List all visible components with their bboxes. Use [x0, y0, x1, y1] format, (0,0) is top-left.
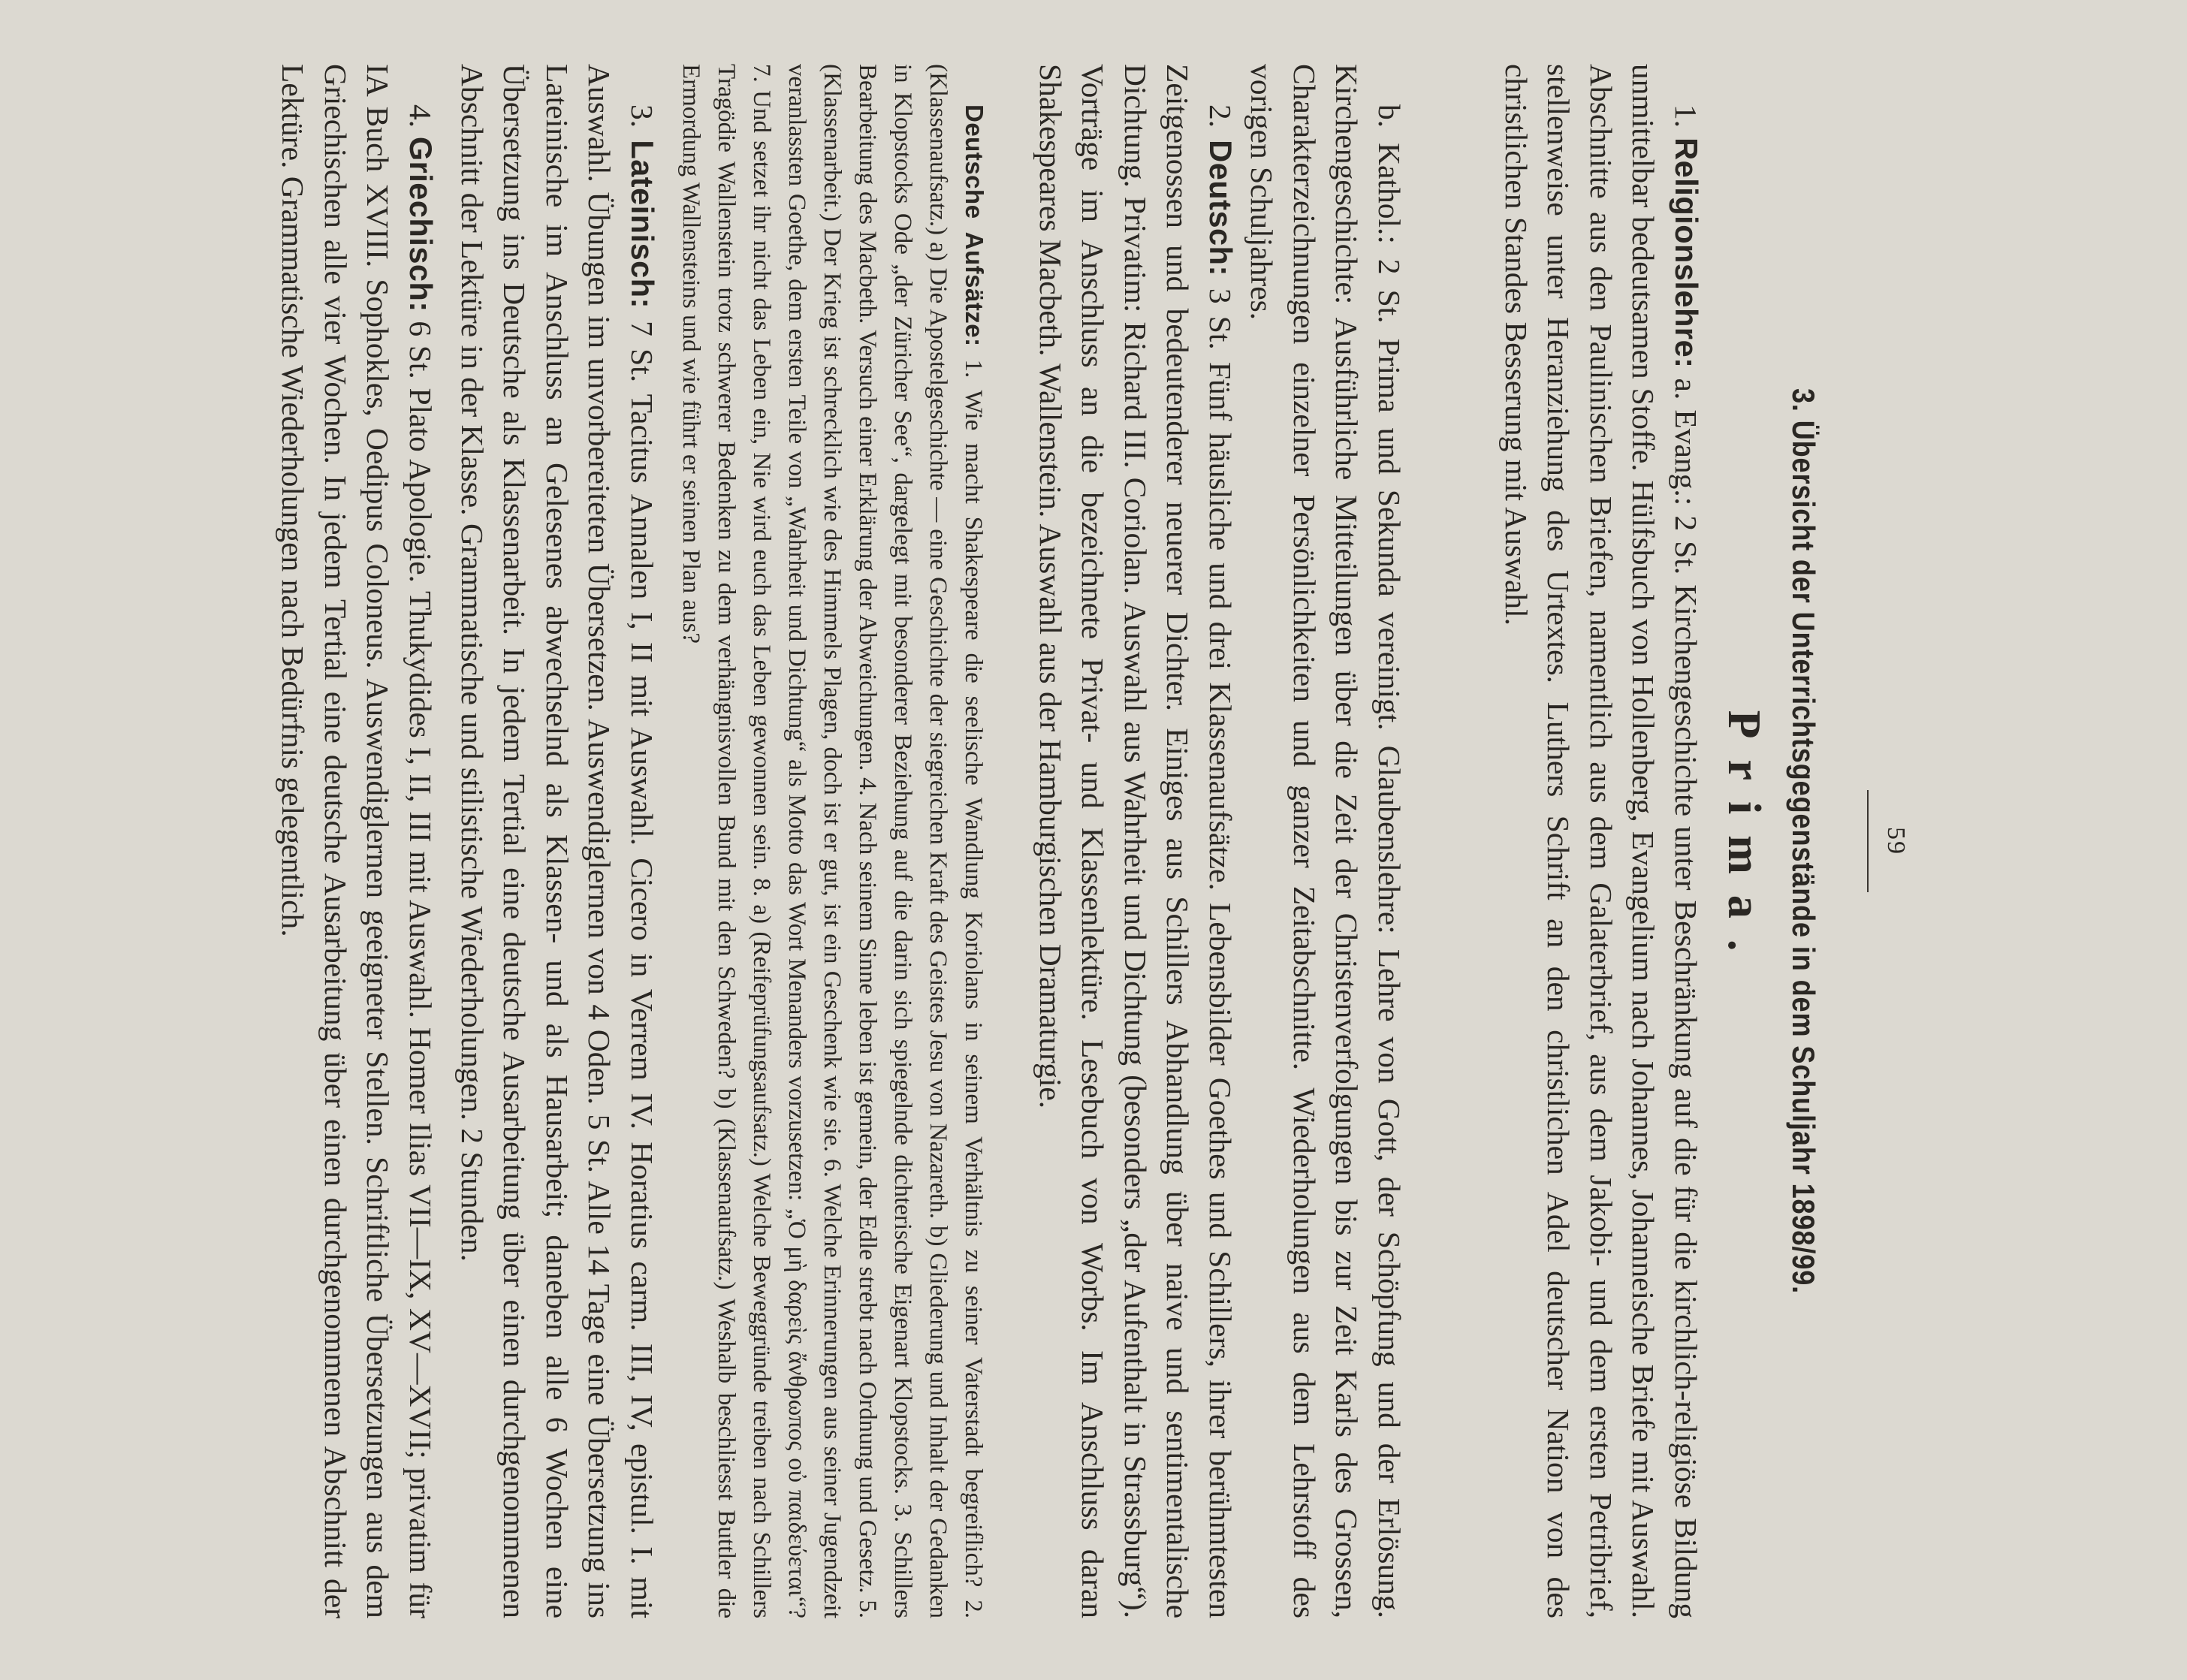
latein-text: 7 St. Tacitus Annalen I, II mit Auswahl. Cicero in Verrem IV. Horatius carm. III, IV, epistul. I. mit Auswahl. Übungen im unvorbereiteten Übersetzen. Auswendiglernen von 4 Oden. 5 St. Alle 14 Tage eine Übersetzung ins Lateinische im Anschluss an Gelesenes abwechselnd als Klassen- und als Hausarbeit; daneben alle 6 Wochen eine Übersetzung ins Deutsche als Klassenarbeit. In jedem Tertial eine deutsche Ausarbeitung über einen durchgenommenen Abschnitt der Lektüre in der Klasse. Grammatische und stilistische Wiederholungen. 2 Stunden. [455, 64, 659, 1619]
griechisch-number: 4. [403, 104, 438, 128]
deutsch-number: 2. [1203, 104, 1238, 128]
griechisch-paragraph [272, 64, 442, 1618]
religion-heading: Religionslehre: [1669, 137, 1704, 369]
religion-text: a. Evang.: 2 St. Kirchengeschichte unter Beschränkung auf die für die kirchlich-religiöse Bildung unmittelbar bedeutsamen Stoffe. Hülfsbuch von Hollenberg, Evangelium nach Johannes, Johanneische Briefe mit Auswahl. Abschnitte aus den Paulinischen Briefen, namentlich aus dem Galaterbrief, aus dem Jakobi- und dem ersten Petribrief, stellenweise unter Heranziehung des Urtextes. Luthers Schrift an den christlichen Adel deutscher Nation von des christlichen Standes Besserung mit Auswahl. [1499, 64, 1703, 1619]
aufsaetze-heading: Deutsche Aufsätze: [961, 104, 988, 347]
header-rule [1867, 790, 1869, 892]
section-title: 3. Übersicht der Unterrichtsgegenstände in dem Schuljahr 1898/99. [1786, 388, 1821, 1295]
deutsch-text: 3 St. Fünf häusliche und drei Klassenaufsätze. Lebensbilder Goethes und Schillers, ihrer berühmtesten Zeitgenossen und bedeutenderer neuerer Dichter. Einiges aus Schillers Abhandlung über naive und sentimentalische Dichtung. Privatim: Richard III. Coriolan. Auswahl aus Wahrheit und Dichtung (besonders „der Aufenthalt in Strassburg“). Vorträge im Anschluss an die bezeichnete Privat- und Klassenlektüre. Lesebuch von Worbs. Im Anschluss daran Shakespeares Macbeth. Wallenstein. Auswahl aus der Hamburgischen Dramaturgie. [1033, 64, 1238, 1619]
latein-number: 3. [625, 104, 659, 128]
aufsaetze-text: 1. Wie macht Shakespeare die seelische Wandlung Koriolans in seinem Verhältnis zu seiner Vaterstadt begreiflich? 2. (Klassenaufsatz.) a) Die Apostelgeschichte — eine Geschichte der siegreichen Kraft des Geistes Jesu von Nazareth. b) Gliederung und Inhalt der Gedanken in Klopstocks Ode „der Züricher See“, dargelegt mit besonderer Beziehung auf die darin sich spiegelnde dichterische Eigenart Klopstocks. 3. Schillers Bearbeitung des Macbeth. Versuch einer Erklärung der Abweichungen. 4. Nach seinem Sinne leben ist gemein, der Edle strebt nach Ordnung und Gesetz. 5. (Klassenarbeit.) Der Krieg ist schrecklich wie des Himmels Plagen, doch ist er gut, ist ein Geschenk wie sie. 6. Welche Erinnerungen aus seiner Jugendzeit veranlassten Goethe, dem ersten Teile von „Wahrheit und Dichtung“ als Motto das Wort Menanders vorzusetzen: „Ὁ μὴ δαρεὶς ἄνθρωπος οὐ παιδεύεται“? 7. Und setzet ihr nicht das Leben ein, Nie wird euch das Leben gewonnen sein. 8. a) (Reifeprüfungsaufsatz.) Welche Beweggründe treiben nach Schillers Tragödie Wallenstein trotz schwerer Bedenken zu dem verhängnisvollen Bund mit den Schweden? b) (Klassenaufsatz.) Weshalb beschliesst Buttler die Ermordung Wallensteins und wie führt er seinen Plan aus? [677, 64, 987, 1619]
religion-paragraph [1495, 64, 1708, 1618]
religion-number: 1. [1669, 104, 1703, 128]
deutsch-heading: Deutsch: [1203, 140, 1238, 276]
griechisch-text: 6 St. Plato Apologie. Thukydides I, II, III mit Auswahl. Homer Ilias VII—IX, XV—XVII; privatim für IA Buch XVIII. Sophokles, Oedipus Coloneus. Auswendiglernen geeigneter Stellen. Schriftliche Übersetzungen aus dem Griechischen alle vier Wochen. In jedem Tertial eine deutsche Ausarbeitung über einen durchgenommenen Abschnitt der Lektüre. Grammatische Wiederholungen nach Bedürfnis gelegentlich. [276, 64, 438, 1618]
deutsch-paragraph [1030, 64, 1242, 1618]
latein-heading: Lateinisch: [625, 140, 660, 309]
latein-paragraph [451, 64, 664, 1618]
religion-kath-text: b. Kathol.: 2 St. Prima und Sekunda vereinigt. Glaubenslehre: Lehre von Gott, der Schöpfung und der Erlösung. Kirchengeschichte: Ausführliche Mitteilungen über die Zeit der Christenverfolgungen bis zur Zeit Karls des Grossen, Charakterzeichnungen einzelner Persönlichkeiten und ganzer Zeitabschnitte. Wiederholungen aus dem Lehrstoff des vorigen Schuljahres. [1244, 64, 1407, 1618]
rotated-text-block [250, 64, 1910, 1618]
subtitle: Prima. [1718, 710, 1769, 973]
aufsaetze-paragraph [673, 64, 992, 1618]
page-number: 59 [1882, 827, 1910, 855]
religion-kath-paragraph [1241, 64, 1410, 1618]
griechisch-heading: Griechisch: [403, 136, 439, 312]
